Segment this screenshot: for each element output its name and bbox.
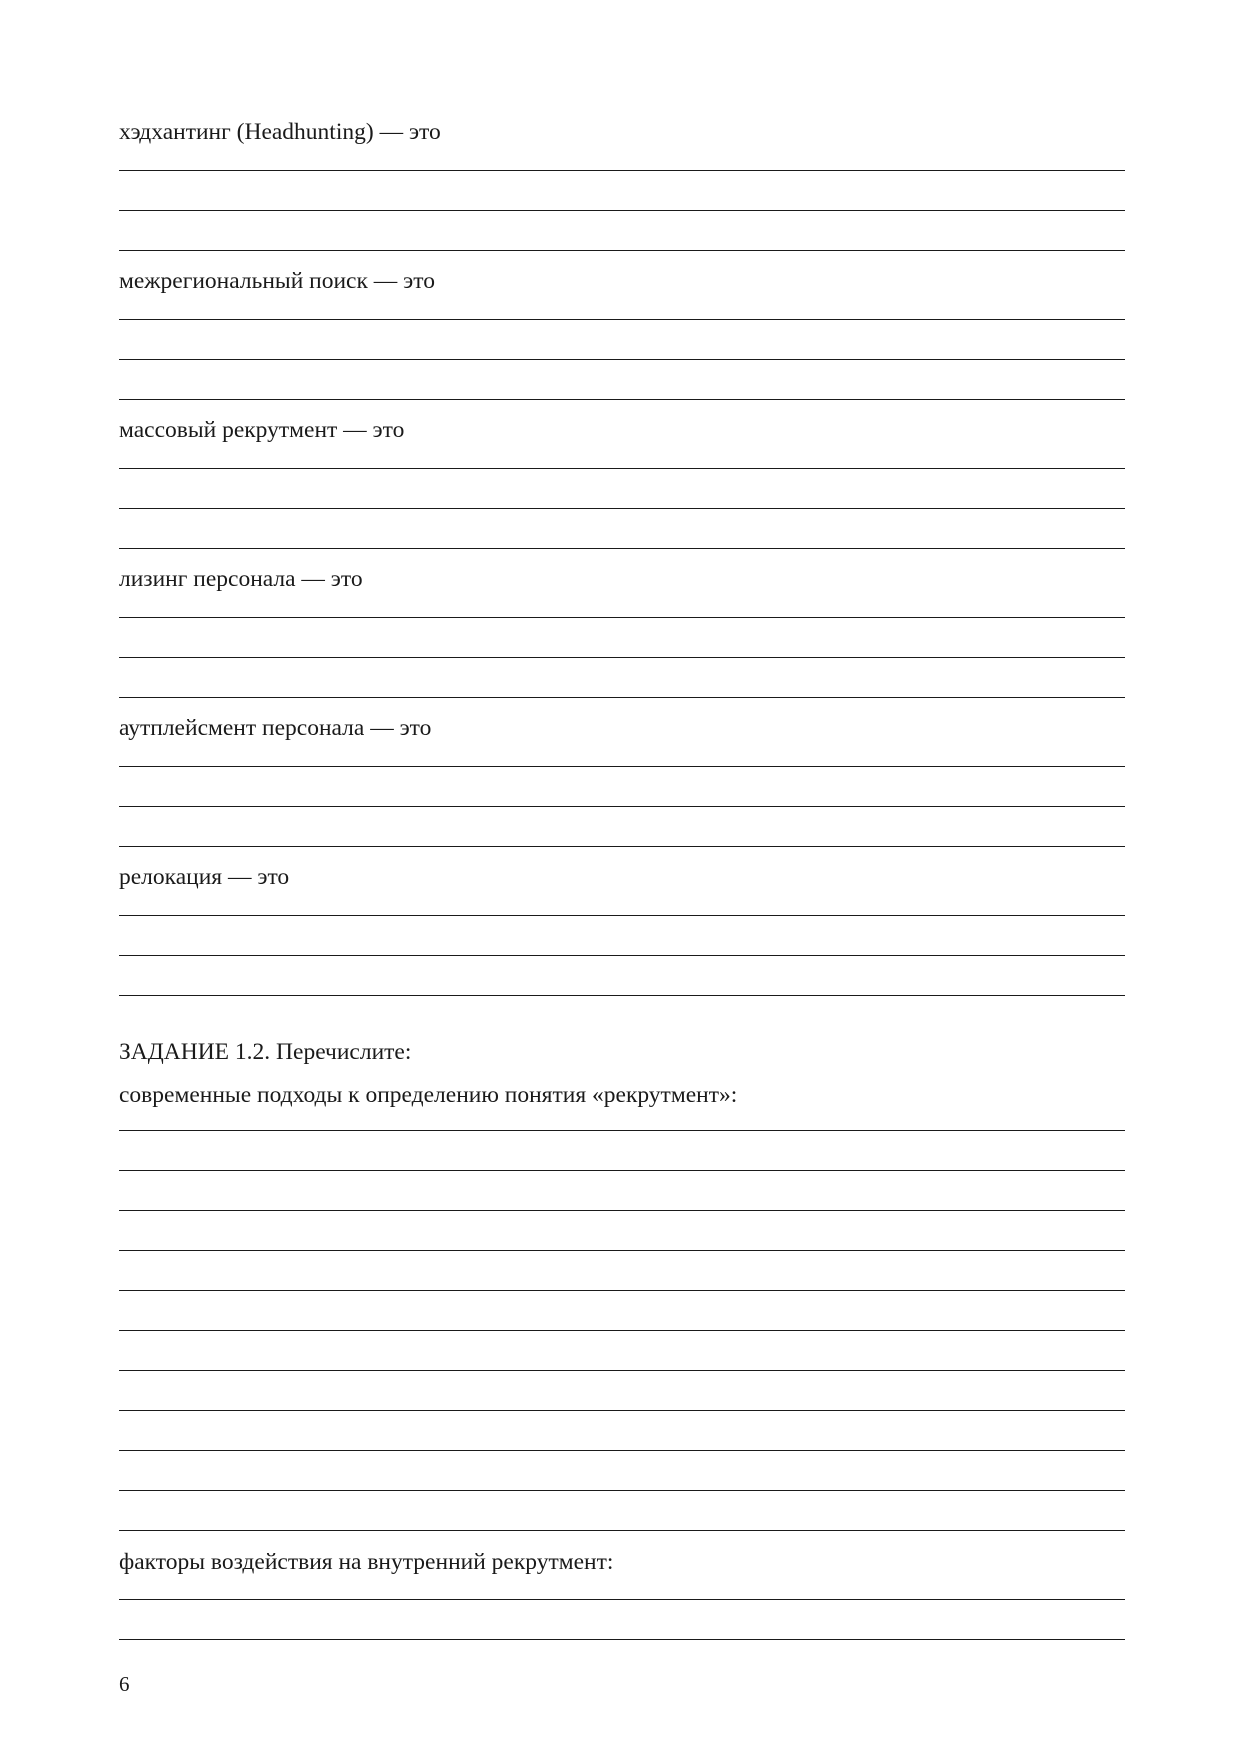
task-item-label-internal-factors: факторы воздействия на внутренний рекрутмент:: [119, 1549, 614, 1575]
answer-line: [119, 468, 1125, 469]
answer-line: [119, 1410, 1125, 1411]
task-heading: ЗАДАНИЕ 1.2. Перечислите:: [119, 1039, 412, 1065]
answer-line: [119, 1250, 1125, 1251]
answer-line: [119, 1290, 1125, 1291]
answer-line: [119, 1330, 1125, 1331]
answer-line: [119, 548, 1125, 549]
answer-line: [119, 508, 1125, 509]
term-label-headhunting: хэдхантинг (Headhunting) — это: [119, 119, 441, 145]
answer-line: [119, 250, 1125, 251]
answer-line: [119, 359, 1125, 360]
answer-line: [119, 1530, 1125, 1531]
term-label-mass-recruitment: массовый рекрутмент — это: [119, 417, 405, 443]
answer-line: [119, 1599, 1125, 1600]
answer-line: [119, 766, 1125, 767]
term-label-relocation: релокация — это: [119, 864, 290, 890]
answer-line: [119, 915, 1125, 916]
answer-line: [119, 210, 1125, 211]
answer-line: [119, 1490, 1125, 1491]
answer-line: [119, 617, 1125, 618]
answer-line: [119, 1639, 1125, 1640]
answer-line: [119, 846, 1125, 847]
answer-line: [119, 697, 1125, 698]
answer-line: [119, 995, 1125, 996]
page-number: 6: [119, 1672, 130, 1696]
answer-line: [119, 1170, 1125, 1171]
term-label-personnel-leasing: лизинг персонала — это: [119, 566, 363, 592]
answer-line: [119, 806, 1125, 807]
term-label-interregional-search: межрегиональный поиск — это: [119, 268, 435, 294]
answer-line: [119, 399, 1125, 400]
answer-line: [119, 1450, 1125, 1451]
answer-line: [119, 170, 1125, 171]
answer-line: [119, 657, 1125, 658]
term-label-outplacement: аутплейсмент персонала — это: [119, 715, 432, 741]
answer-line: [119, 955, 1125, 956]
answer-line: [119, 1210, 1125, 1211]
answer-line: [119, 1370, 1125, 1371]
task-item-label-approaches: современные подходы к определению понятия «рекрутмент»:: [119, 1082, 738, 1108]
answer-line: [119, 319, 1125, 320]
answer-line: [119, 1130, 1125, 1131]
